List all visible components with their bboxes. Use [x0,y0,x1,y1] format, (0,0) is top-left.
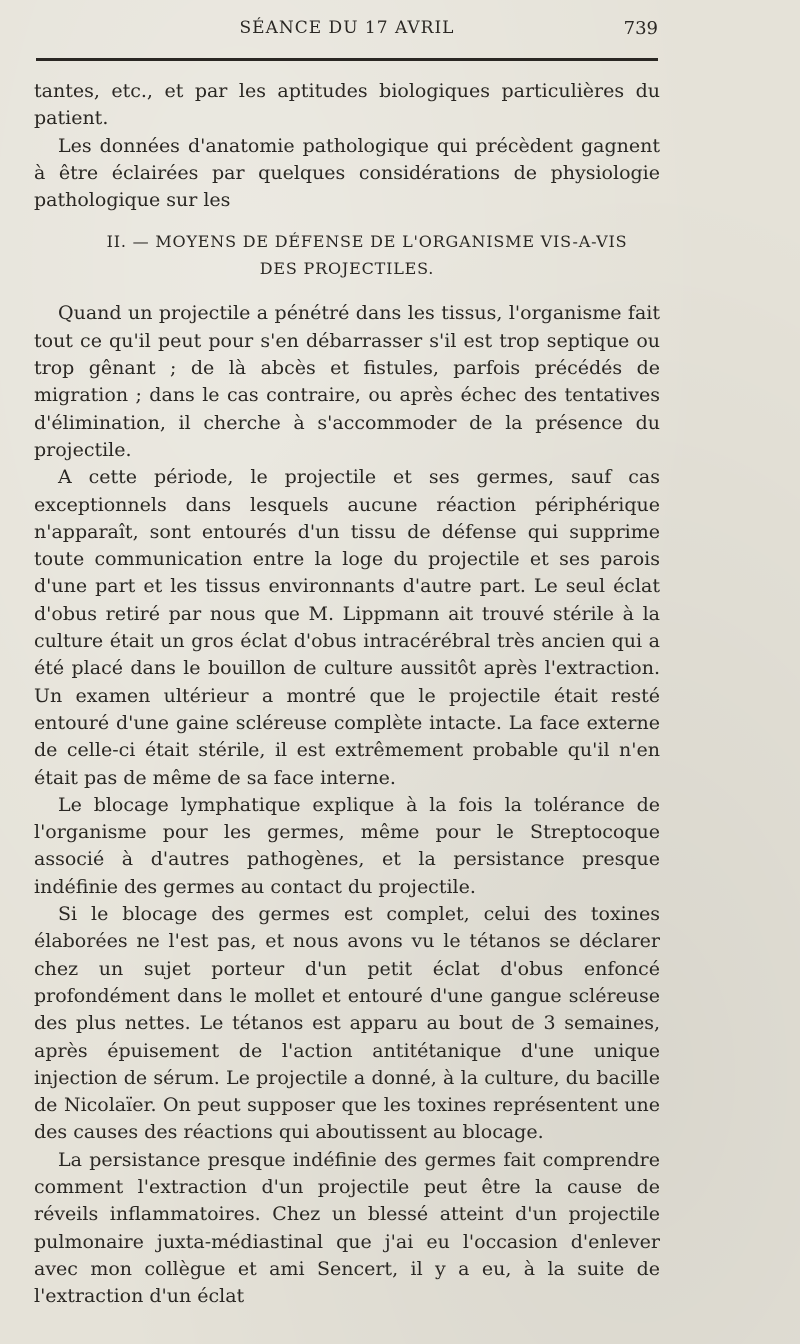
section-heading-line-2: DES PROJECTILES. [259,259,435,279]
page-number: 739 [623,18,658,39]
paragraph: Si le blocage des germes est complet, celui des toxines élaborées ne l'est pas, et nous avons vu le tétanos se déclarer chez un sujet porteur d'un petit éclat d'obus enfoncé profondément dans le mollet et entouré d'une gangue scléreuse des plus nettes. Le tétanos est apparu au bout de 3 semaines, après épuisement de l'action antitétanique d'une unique injection de sérum. Le projectile a donné, à la culture, du bacille de Nicolaïer. On peut supposer que les toxines représentent une des causes des réactions qui aboutissent au blocage. [34,903,660,1144]
paragraph: Les données d'anatomie pathologique qui précèdent gagnent à être éclairées par quelques considérations de physiologie pathologique sur les [34,134,660,212]
paragraph: Le blocage lymphatique explique à la fois la tolérance de l'organisme pour les germes, même pour le Streptocoque associé à d'autres pathogènes, et la persistance presque indéfinie des germes au contact du projectile. [34,793,660,898]
paragraph: A cette période, le projectile et ses germes, sauf cas exceptionnels dans lesquels aucune réaction périphérique n'apparaît, sont entourés d'un tissu de défense qui supprime toute communication entre la loge du projectile et ses parois d'une part et les tissus environnants d'autre part. Le seul éclat d'obus retiré par nous que M. Lippmann ait trouvé stérile à la culture était un gros éclat d'obus intracérébral très ancien qui a été placé dans le bouillon de culture aussitôt après l'extraction. Un examen ultérieur a montré que le projectile était resté entouré d'une gaine scléreuse complète intacte. La face externe de celle-ci était stérile, il est extrêmement probable qu'il n'en était pas de même de sa face interne. [34,466,660,789]
section-heading [34,228,660,282]
paragraph: Quand un projectile a pénétré dans les tissus, l'organisme fait tout ce qu'il peut pour s'en débarrasser s'il est trop septique ou trop gênant ; de là abcès et fistules, parfois précédés de migration ; dans le cas contraire, ou après échec des tentatives d'élimination, il cherche à s'accommoder de la présence du projectile. [34,302,660,461]
header-rule [36,58,658,61]
paragraph: tantes, etc., et par les aptitudes biologiques particulières du patient. [34,80,660,130]
page-header [36,18,658,44]
section-heading-line-1: II. — MOYENS DE DÉFENSE DE L'ORGANISME VIS-A-VIS [106,232,628,252]
paragraph: La persistance presque indéfinie des germes fait comprendre comment l'extraction d'un projectile peut être la cause de réveils inflammatoires. Chez un blessé atteint d'un projectile pulmonaire juxta-médiastinal que j'ai eu l'occasion d'enlever avec mon collègue et ami Sencert, il y a eu, à la suite de l'extraction d'un éclat [34,1148,660,1308]
body-text [34,78,660,1310]
running-title: SÉANCE DU 17 AVRIL [239,18,455,38]
